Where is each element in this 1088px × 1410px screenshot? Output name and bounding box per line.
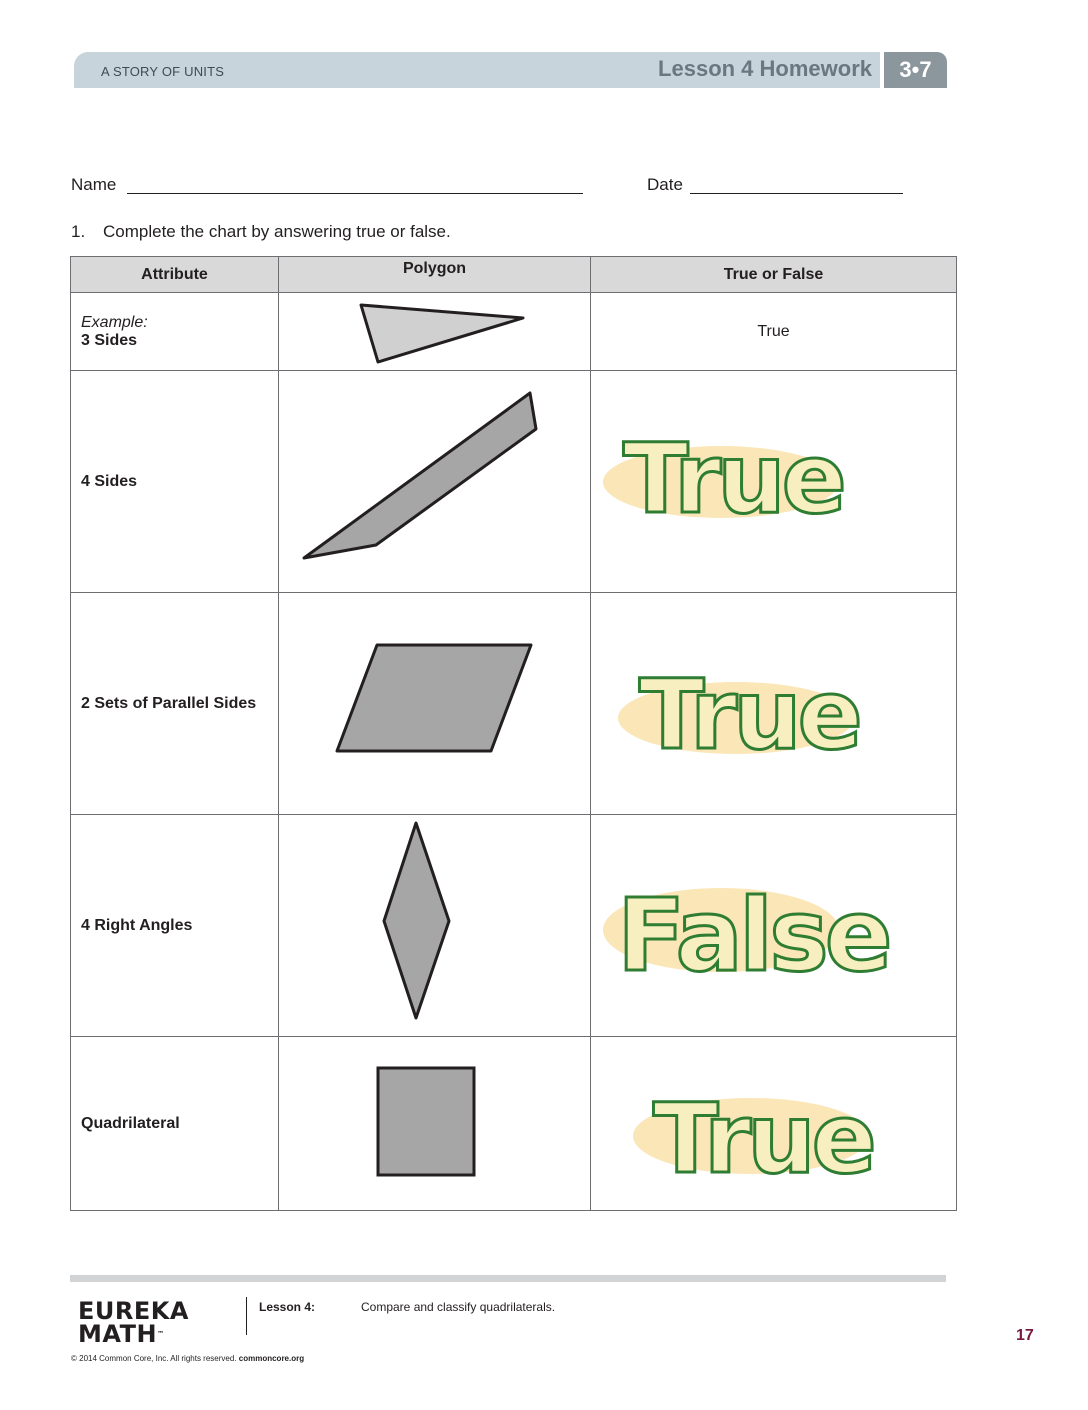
table-header-row xyxy=(71,257,957,293)
table-row xyxy=(71,371,957,593)
answer-cell[interactable] xyxy=(591,1037,957,1211)
square-icon xyxy=(279,1037,591,1205)
handwritten-answer-true xyxy=(591,374,957,590)
site-link[interactable]: commoncore.org xyxy=(238,1354,305,1363)
answer-cell[interactable] xyxy=(591,293,957,371)
date-label: Date xyxy=(647,175,683,194)
polygon-cell xyxy=(279,1037,591,1211)
polygon-cell xyxy=(279,371,591,593)
attribute-cell xyxy=(71,593,279,815)
logo-line2-wrap xyxy=(78,1320,189,1348)
footer-divider xyxy=(246,1297,247,1335)
parallelogram-icon xyxy=(279,593,591,809)
attribute-cell xyxy=(71,293,279,371)
polygon-cell xyxy=(279,293,591,371)
question-number: 1. xyxy=(71,222,86,241)
example-label: Example: xyxy=(81,313,148,331)
table-row xyxy=(71,815,957,1037)
name-label: Name xyxy=(71,175,117,194)
footer-lesson-label: Lesson 4: xyxy=(259,1300,316,1314)
attribute-text: 4 Sides xyxy=(81,472,138,490)
rhombus-icon xyxy=(279,815,591,1031)
thin-quadrilateral-icon xyxy=(279,371,591,587)
question-text: Complete the chart by answering true or false. xyxy=(103,222,451,241)
answer-text: True xyxy=(653,1082,873,1195)
lesson-title: Lesson 4 Homework xyxy=(658,56,872,81)
eureka-math-logo xyxy=(78,1297,189,1348)
logo-line2: MATH xyxy=(78,1320,158,1348)
attribute-text: 4 Right Angles xyxy=(81,916,193,934)
answer-text: True xyxy=(623,422,843,535)
logo-line1: EUREKA xyxy=(78,1297,189,1325)
table-row xyxy=(71,293,957,371)
polygon-cell xyxy=(279,593,591,815)
copyright xyxy=(71,1354,304,1363)
header-polygon: Polygon xyxy=(279,257,591,293)
copyright-text: © 2014 Common Core, Inc. All rights reserved. xyxy=(71,1354,237,1363)
name-field[interactable] xyxy=(127,193,583,194)
date-field[interactable] xyxy=(690,193,903,194)
handwritten-answer-true xyxy=(591,1040,957,1208)
attribute-text: 3 Sides xyxy=(81,331,138,349)
answer-text: False xyxy=(617,876,889,994)
answer-cell[interactable] xyxy=(591,371,957,593)
answer-text: True xyxy=(757,322,790,340)
page-number: 17 xyxy=(1016,1327,1034,1344)
answer-cell[interactable] xyxy=(591,815,957,1037)
triangle-icon xyxy=(279,293,591,365)
footer-rule xyxy=(70,1275,946,1282)
attribute-cell xyxy=(71,815,279,1037)
module-tag: 3•7 xyxy=(884,52,947,88)
answer-cell[interactable] xyxy=(591,593,957,815)
polygon-cell xyxy=(279,815,591,1037)
table-row xyxy=(71,1037,957,1211)
handwritten-answer-false xyxy=(591,818,957,1034)
attribute-cell xyxy=(71,371,279,593)
series-title: A STORY OF UNITS xyxy=(101,64,225,79)
attribute-cell xyxy=(71,1037,279,1211)
attribute-chart xyxy=(70,256,957,1211)
header-true-false: True or False xyxy=(591,257,957,293)
logo-tm: ™ xyxy=(157,1330,165,1338)
attribute-text: 2 Sets of Parallel Sides xyxy=(81,694,257,712)
header-attribute: Attribute xyxy=(71,257,279,293)
attribute-text: Quadrilateral xyxy=(81,1114,180,1132)
answer-text: True xyxy=(639,658,859,771)
table-row xyxy=(71,593,957,815)
handwritten-answer-true xyxy=(591,596,957,812)
footer-lesson-description: Compare and classify quadrilaterals. xyxy=(361,1300,556,1314)
